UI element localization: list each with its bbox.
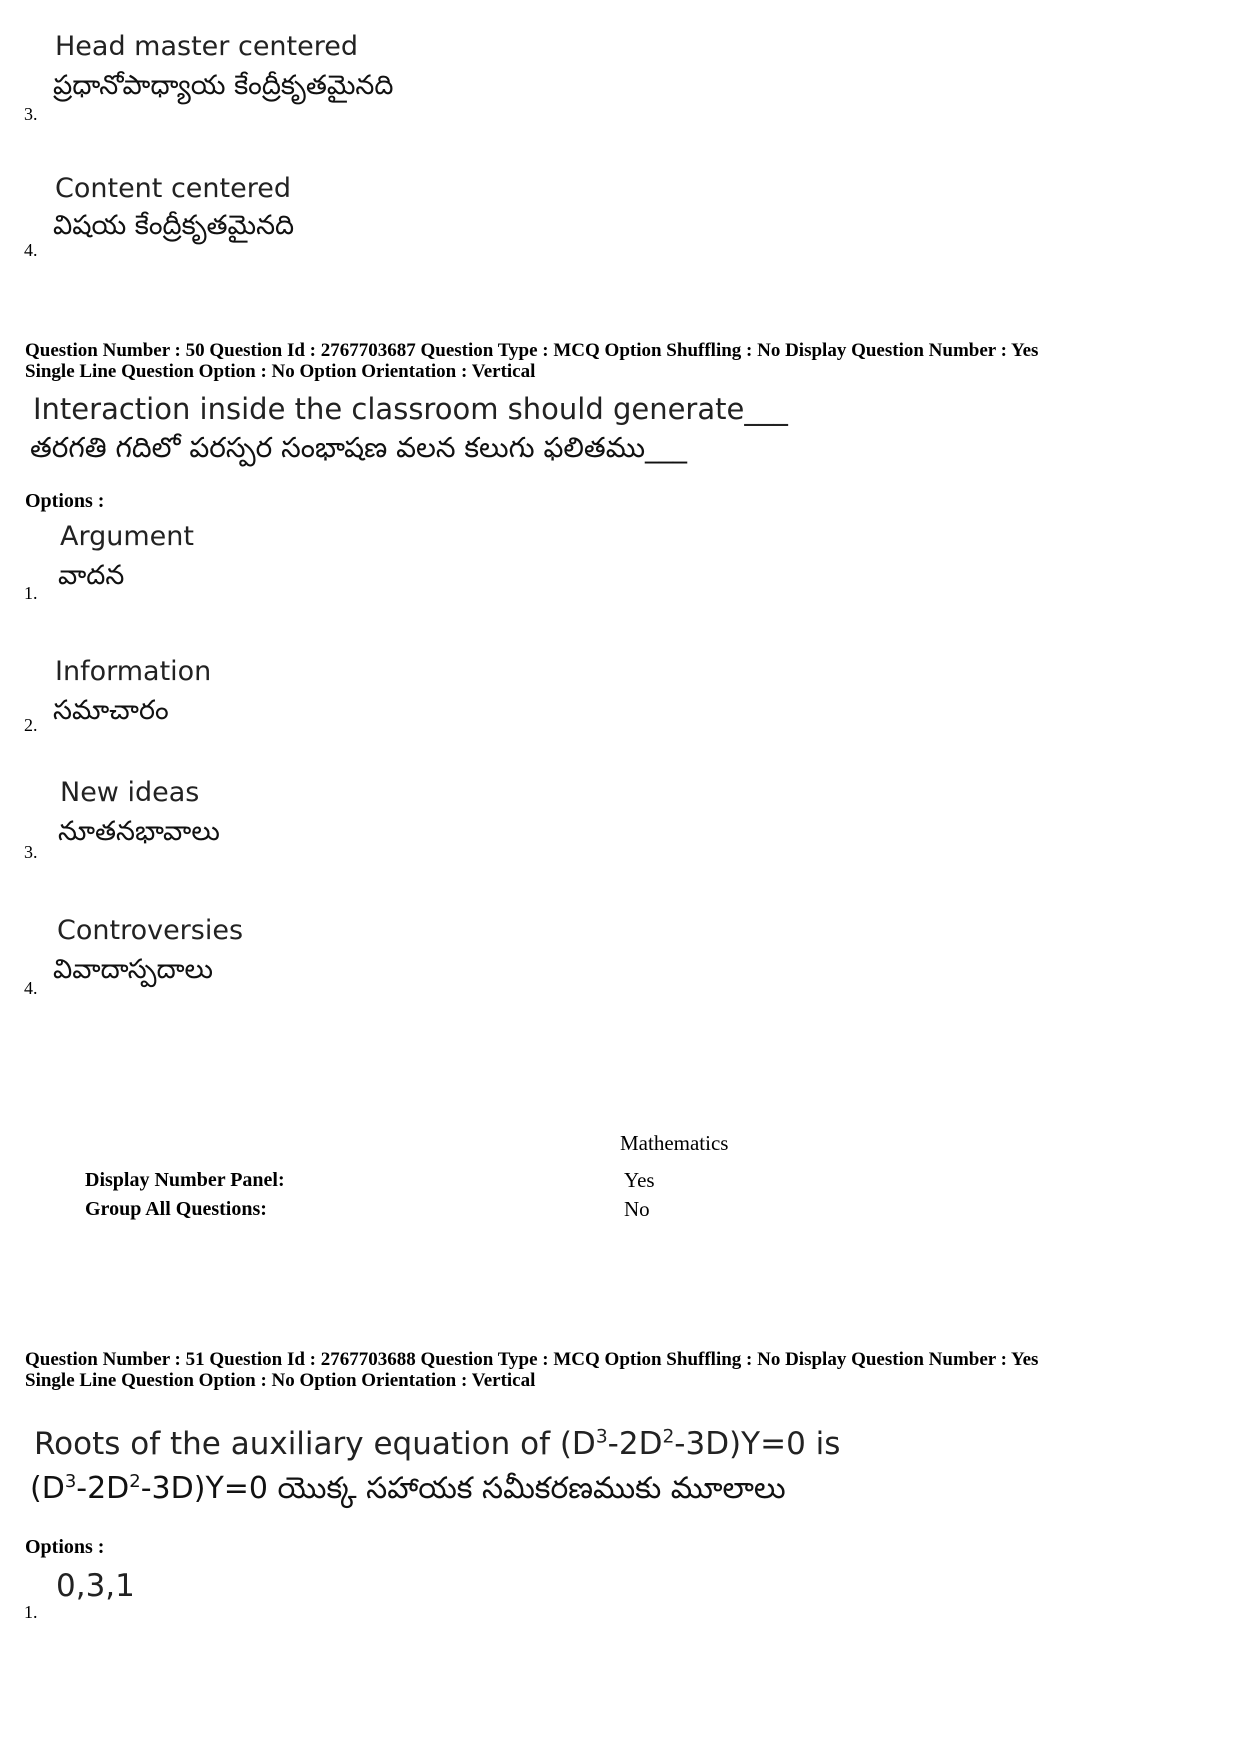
q50-option-2-english: Information [55,656,212,687]
q51-question-english: Roots of the auxiliary equation of $(D^3-2D^2-3D)Y=0$ is [34,1426,841,1462]
q51-option-1-number: 1. [24,1602,38,1622]
q50-options-label: Options : [25,490,105,512]
section-title: Mathematics [620,1131,729,1155]
q50-option-3-number: 3. [24,842,38,862]
q50-option-2-number: 2. [24,715,38,735]
option-3-number: 3. [24,104,38,124]
display-number-panel-label: Display Number Panel: [85,1169,285,1191]
group-all-questions-value: No [624,1197,650,1221]
q50-option-3-english: New ideas [60,777,200,808]
option-4-number: 4. [24,240,38,260]
q50-option-3-telugu: నూతనభావాలు [58,816,220,847]
q50-option-1-number: 1. [24,583,38,603]
q50-option-1-telugu: వాదన [58,560,125,591]
q50-meta-line2: Single Line Question Option : No Option Orientation : Vertical [25,361,536,382]
option-4-english: Content centered [55,173,291,204]
q50-option-2-telugu: సమాచారం [53,695,169,726]
q50-option-4-english: Controversies [57,915,244,946]
display-number-panel-value: Yes [624,1168,655,1192]
q51-question-telugu: $(D^3-2D^2-3D)Y=0$ యొక్క సహాయక సమీకరణముకు మూలాలు [30,1471,786,1506]
q50-meta-line1: Question Number : 50 Question Id : 2767703687 Question Type : MCQ Option Shuffling : No Display Question Number : Yes [25,340,1039,361]
q50-question-telugu: తరగతి గదిలో పరస్పర సంభాషణ వలన కలుగు ఫలితము___ [30,431,688,464]
q50-question-english: Interaction inside the classroom should generate___ [33,392,788,426]
option-4-telugu: విషయ కేంద్రీకృతమైనది [53,210,295,241]
q50-option-1-english: Argument [60,521,194,552]
option-3-telugu: ప్రధానోపాధ్యాయ కేంద్రీకృతమైనది [53,70,394,101]
q50-option-4-number: 4. [24,978,38,998]
q51-options-label: Options : [25,1536,105,1558]
option-3-english: Head master centered [55,31,358,62]
q50-option-4-telugu: వివాదాస్పదాలు [53,954,214,985]
q51-meta-line1: Question Number : 51 Question Id : 2767703688 Question Type : MCQ Option Shuffling : No Display Question Number : Yes [25,1349,1039,1370]
group-all-questions-label: Group All Questions: [85,1198,267,1220]
q51-option-1-value: 0,3,1 [56,1568,135,1604]
q51-meta-line2: Single Line Question Option : No Option Orientation : Vertical [25,1370,536,1391]
